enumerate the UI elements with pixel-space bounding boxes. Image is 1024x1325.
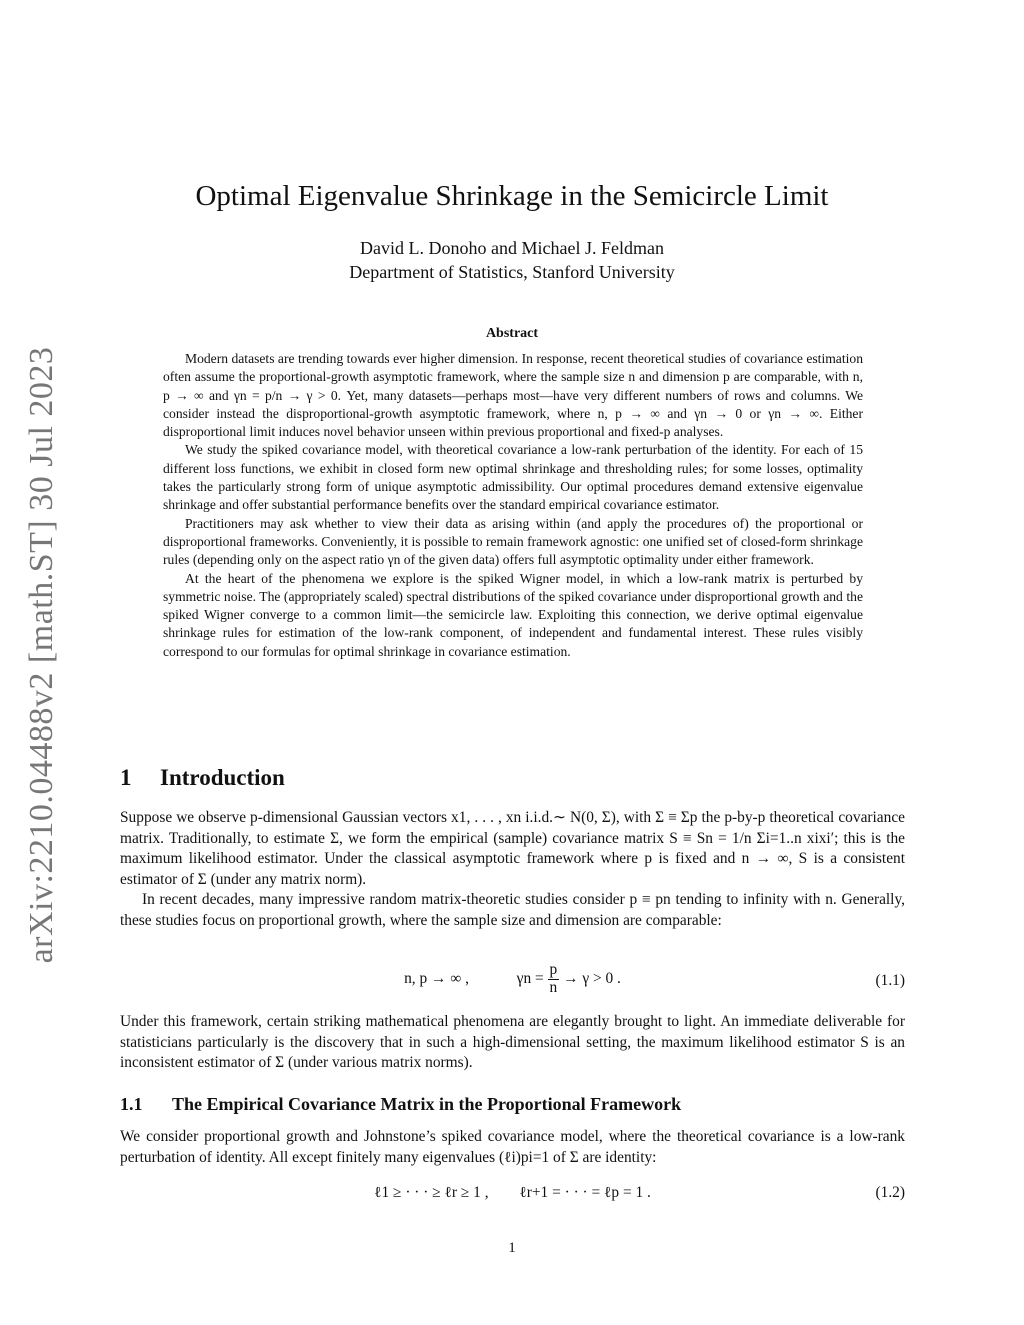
eq2-body: ℓ1 ≥ · · · ≥ ℓr ≥ 1 , ℓr+1 = · · · = ℓp = 1 . [374, 1184, 651, 1201]
intro-paragraph-2: In recent decades, many impressive random matrix-theoretic studies consider p ≡ pn tending to infinity with n. Generally, these studies focus on proportional growth, where the sample size and dimension are comparable: [120, 891, 905, 929]
eq1-label: (1.1) [875, 972, 905, 989]
affiliation: Department of Statistics, Stanford University [349, 262, 675, 282]
eq1-lhs: n, p → ∞ , [404, 969, 469, 987]
equation-1-2 [120, 1184, 905, 1208]
subsection-number: 1.1 [120, 1094, 143, 1114]
eq1-rhs: → γ > 0 . [563, 969, 621, 987]
eq1-denominator: n [549, 978, 558, 996]
page-number: 1 [508, 1240, 516, 1256]
equation-1-1 [120, 960, 905, 1004]
abstract-paragraph-3: Practitioners may ask whether to view their data as arising within (and apply the procedures of) the proportional or disproportional frameworks. Conveniently, it is possible to remain framework agnostic: one unified set of closed-form shrinkage rules (depending only on the aspect ratio γn of the given data) offers full asymptotic optimality under either framework. [163, 515, 863, 568]
section-1-body [120, 808, 905, 932]
eq2-label: (1.2) [875, 1184, 905, 1201]
arxiv-id: arXiv:2210.04488v2 [math.ST] 30 Jul 2023 [23, 346, 60, 964]
intro-paragraph-1: Suppose we observe p-dimensional Gaussian vectors x1, . . . , xn i.i.d.∼ N(0, Σ), with Σ ≡ Σp the p-by-p theoretical covariance matrix. Traditionally, to estimate Σ, we form the empirical (sample) covariance matrix S ≡ Sn = 1/n Σi=1..n xixi′; this is the maximum likelihood estimator. Under the classical asymptotic framework where p is fixed and n → ∞, S is a consistent estimator of Σ (under any matrix norm). [120, 809, 905, 888]
paper-title: Optimal Eigenvalue Shrinkage in the Semicircle Limit [195, 180, 829, 212]
subsection-title: The Empirical Covariance Matrix in the Proportional Framework [172, 1094, 682, 1114]
section-1-1-body [120, 1127, 905, 1168]
authors: David L. Donoho and Michael J. Feldman [360, 238, 664, 258]
eq1-fraction [548, 962, 560, 997]
subsection-paragraph-1: We consider proportional growth and Johnstone’s spiked covariance model, where the theoretical covariance is a low-rank perturbation of identity. All except finitely many eigenvalues (ℓi)pi=1 of Σ are identity: [120, 1128, 905, 1166]
abstract-paragraph-4: At the heart of the phenomena we explore is the spiked Wigner model, in which a low-rank matrix is perturbed by symmetric noise. The (appropriately scaled) spectral distributions of the spiked covariance under disproportional growth and the spiked Wigner converge to a common limit—the semicircle law. Exploiting this connection, we derive optimal eigenvalue shrinkage rules for estimation of the low-rank component, of independent and fundamental interest. These rules visibly correspond to our formulas for optimal shrinkage in covariance estimation. [163, 570, 863, 659]
eq1-gamma: γn = [516, 969, 544, 987]
section-1-1-heading [120, 1094, 681, 1115]
section-1-heading [120, 765, 285, 791]
section-title: Introduction [160, 765, 285, 790]
intro-paragraph-3: Under this framework, certain striking mathematical phenomena are elegantly brought to light. An immediate deliverable for statisticians particularly is the discovery that in such a high-dimensional setting, the maximum likelihood estimator S is an inconsistent estimator of Σ (under various matrix norms). [120, 1013, 905, 1072]
abstract-paragraph-1: Modern datasets are trending towards ever higher dimension. In response, recent theoretical studies of covariance estimation often assume the proportional-growth asymptotic framework, where the sample size n and dimension p are comparable, with n, p → ∞ and γn = p/n → γ > 0. Yet, many datasets—perhaps most—have very different numbers of rows and columns. We consider instead the disproportional-growth asymptotic framework, where n, p → ∞ and γn → 0 or γn → ∞. Either disproportional limit induces novel behavior unseen within previous proportional and fixed-p analyses. [163, 351, 863, 440]
section-1-body-cont [120, 1012, 905, 1074]
eq1-numerator: p [549, 961, 558, 978]
abstract-heading: Abstract [485, 326, 539, 341]
section-number: 1 [120, 765, 132, 790]
abstract-paragraph-2: We study the spiked covariance model, with theoretical covariance a low-rank perturbation of the identity. For each of 15 different loss functions, we exhibit in closed form new optimal shrinkage and thresholding rules; for some losses, optimality takes the particularly strong form of unique asymptotic admissibility. Our optimal procedures demand extensive eigenvalue shrinkage and offer substantial performance benefits over the standard empirical covariance estimator. [163, 442, 863, 513]
abstract-body [163, 350, 863, 661]
